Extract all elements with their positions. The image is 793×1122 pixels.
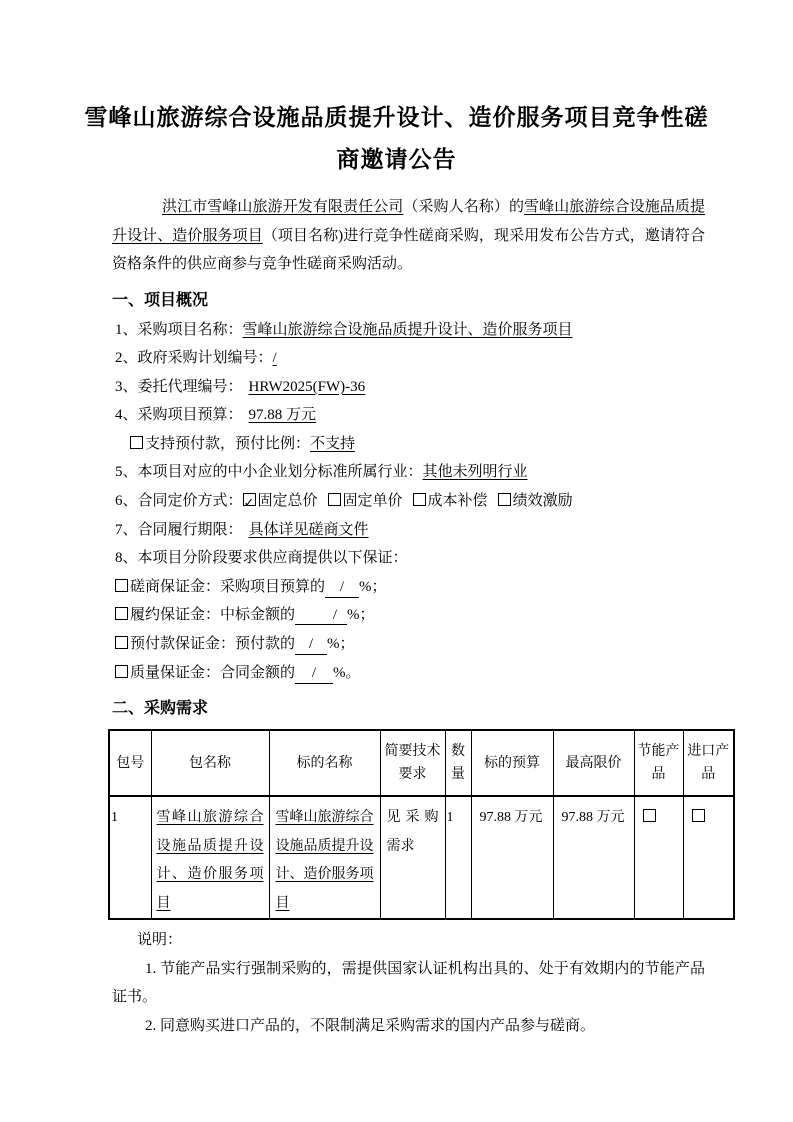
cell-package-no: 1: [109, 796, 151, 919]
section-heading-overview: 一、项目概况: [112, 291, 209, 309]
checkbox-prepay-icon[interactable]: [130, 436, 143, 449]
col-header-budget: 标的预算: [471, 730, 553, 796]
guarantee-consultation: [115, 573, 705, 602]
blank-ratio: /: [295, 608, 347, 625]
option-label: 固定总价: [257, 493, 318, 510]
checkbox-prepayment-deposit-icon[interactable]: [115, 636, 128, 649]
item-agency-number: [115, 373, 705, 402]
note-2: 2. 同意购买进口产品的，不限制满足采购需求的国内产品参与磋商。: [145, 1017, 596, 1034]
option-label: 成本补偿: [427, 493, 488, 510]
option-label: 绩效激励: [512, 493, 573, 510]
cell-package-name-text: 雪峰山旅游综合设施品质提升设计、造价服务项目: [156, 810, 264, 911]
item-budget: [115, 401, 705, 430]
checkbox-performance-incentive-icon[interactable]: [498, 493, 511, 506]
guarantee-label: 质量保证金：合同金额的: [130, 664, 296, 681]
purchaser-label: （采购人名称）的: [403, 199, 525, 215]
cell-budget: 97.88 万元: [471, 796, 553, 919]
item-label: 8、本项目分阶段要求供应商提供以下保证：: [115, 550, 408, 567]
item-value: 具体详见磋商文件: [248, 521, 369, 538]
cell-package-name: [151, 796, 269, 919]
item-label: 4、采购项目预算：: [115, 407, 243, 424]
checkbox-fixed-total-icon[interactable]: [243, 493, 256, 506]
cell-price-cap: 97.88 万元: [553, 796, 634, 919]
blank-ratio: /: [295, 637, 327, 655]
guarantee-label: 履约保证金：中标金额的: [130, 607, 296, 624]
table-row: [109, 796, 734, 919]
intro-paragraph: [112, 193, 705, 279]
col-header-subject-name: 标的名称: [269, 730, 380, 796]
blank-ratio: /: [325, 580, 359, 598]
item-value: /: [272, 350, 277, 367]
item-value: HRW2025(FW)-36: [248, 378, 366, 395]
checkbox-fixed-unit-icon[interactable]: [328, 493, 341, 506]
checkbox-energy-saving-icon[interactable]: [643, 809, 656, 822]
item-contract-period: [115, 516, 705, 545]
checkbox-cost-compensation-icon[interactable]: [413, 493, 426, 506]
item-label: 2、政府采购计划编号：: [115, 350, 273, 367]
guarantee-label: 预付款保证金：预付款的: [130, 636, 296, 653]
guarantee-suffix: %。: [333, 664, 361, 681]
item-guarantee-heading: [115, 544, 705, 573]
item-value: 97.88 万元: [248, 407, 317, 424]
item-label: 1、采购项目名称：: [115, 321, 243, 338]
requirements-table: [108, 729, 735, 920]
option-cost-compensation: [413, 493, 488, 509]
checkbox-consultation-deposit-icon[interactable]: [115, 579, 128, 592]
option-performance-incentive: [498, 493, 573, 509]
cell-subject-name-text: 雪峰山旅游综合设施品质提升设计、造价服务项目: [275, 810, 374, 911]
option-label: 固定单价: [342, 493, 403, 510]
col-header-quantity: 数量: [445, 730, 471, 796]
overview-items: [112, 316, 705, 688]
guarantee-label: 磋商保证金：采购项目预算的: [130, 578, 326, 595]
item-label: 7、合同履行期限：: [115, 521, 243, 538]
guarantee-suffix: %；: [327, 636, 355, 653]
cell-subject-name: [269, 796, 380, 919]
cell-tech-requirements: 见采购需求: [380, 796, 445, 919]
option-fixed-total: [243, 493, 318, 509]
guarantee-quality: [115, 659, 705, 688]
blank-ratio: /: [295, 666, 333, 684]
project-name: 雪峰山旅游综合设施品质提升设计、造价服务项目: [112, 199, 705, 244]
item-prepay: [130, 430, 705, 459]
notes-heading: 说明：: [137, 932, 183, 949]
doc-title-line-2: 商邀请公告: [336, 146, 457, 172]
item-pricing-method: [115, 487, 705, 516]
section-heading-requirements: 二、采购需求: [112, 700, 209, 718]
item-industry: [115, 458, 705, 487]
cell-energy-saving: [634, 796, 683, 919]
doc-title-line-1: 雪峰山旅游综合设施品质提升设计、造价服务项目竞争性磋: [84, 104, 709, 130]
purchaser-name: 洪江市雪峰山旅游开发有限责任公司: [162, 199, 404, 215]
item-value: 不支持: [310, 435, 356, 452]
table-header-row: [109, 730, 734, 796]
item-label: 支持预付款，预付比例：: [145, 435, 311, 452]
guarantee-prepayment: [115, 630, 705, 659]
col-header-price-cap: 最高限价: [553, 730, 634, 796]
cell-imported: [683, 796, 734, 919]
col-header-package-no: 包号: [109, 730, 151, 796]
checkbox-imported-icon[interactable]: [692, 809, 705, 822]
item-label: 3、委托代理编号：: [115, 378, 243, 395]
doc-body: [0, 193, 793, 1040]
col-header-imported: 进口产品: [683, 730, 734, 796]
option-fixed-unit: [328, 493, 403, 509]
item-plan-number: [115, 344, 705, 373]
item-value: 雪峰山旅游综合设施品质提升设计、造价服务项目: [242, 321, 573, 338]
doc-title: [0, 96, 793, 180]
col-header-package-name: 包名称: [151, 730, 269, 796]
intro-rest: （项目名称)进行竞争性磋商采购，现采用发布公告方式，邀请符合资格条件的供应商参与竞争性磋商采购活动。: [112, 227, 705, 272]
note-1: 1. 节能产品实行强制采购的，需提供国家认证机构出具的、处于有效期内的节能产品证书。: [112, 960, 705, 1006]
table-notes: [112, 926, 705, 1040]
item-project-name: [115, 316, 705, 345]
checkbox-performance-deposit-icon[interactable]: [115, 607, 128, 620]
guarantee-performance: [115, 601, 705, 630]
cell-quantity: 1: [445, 796, 471, 919]
checkbox-quality-deposit-icon[interactable]: [115, 665, 128, 678]
item-value: 其他未列明行业: [422, 464, 528, 481]
col-header-tech-requirements: 简要技术要求: [380, 730, 445, 796]
item-label: 5、本项目对应的中小企业划分标准所属行业：: [115, 464, 423, 481]
guarantee-suffix: %；: [347, 607, 375, 624]
col-header-energy-saving: 节能产品: [634, 730, 683, 796]
guarantee-suffix: %；: [359, 578, 387, 595]
item-label: 6、合同定价方式：: [115, 493, 243, 510]
